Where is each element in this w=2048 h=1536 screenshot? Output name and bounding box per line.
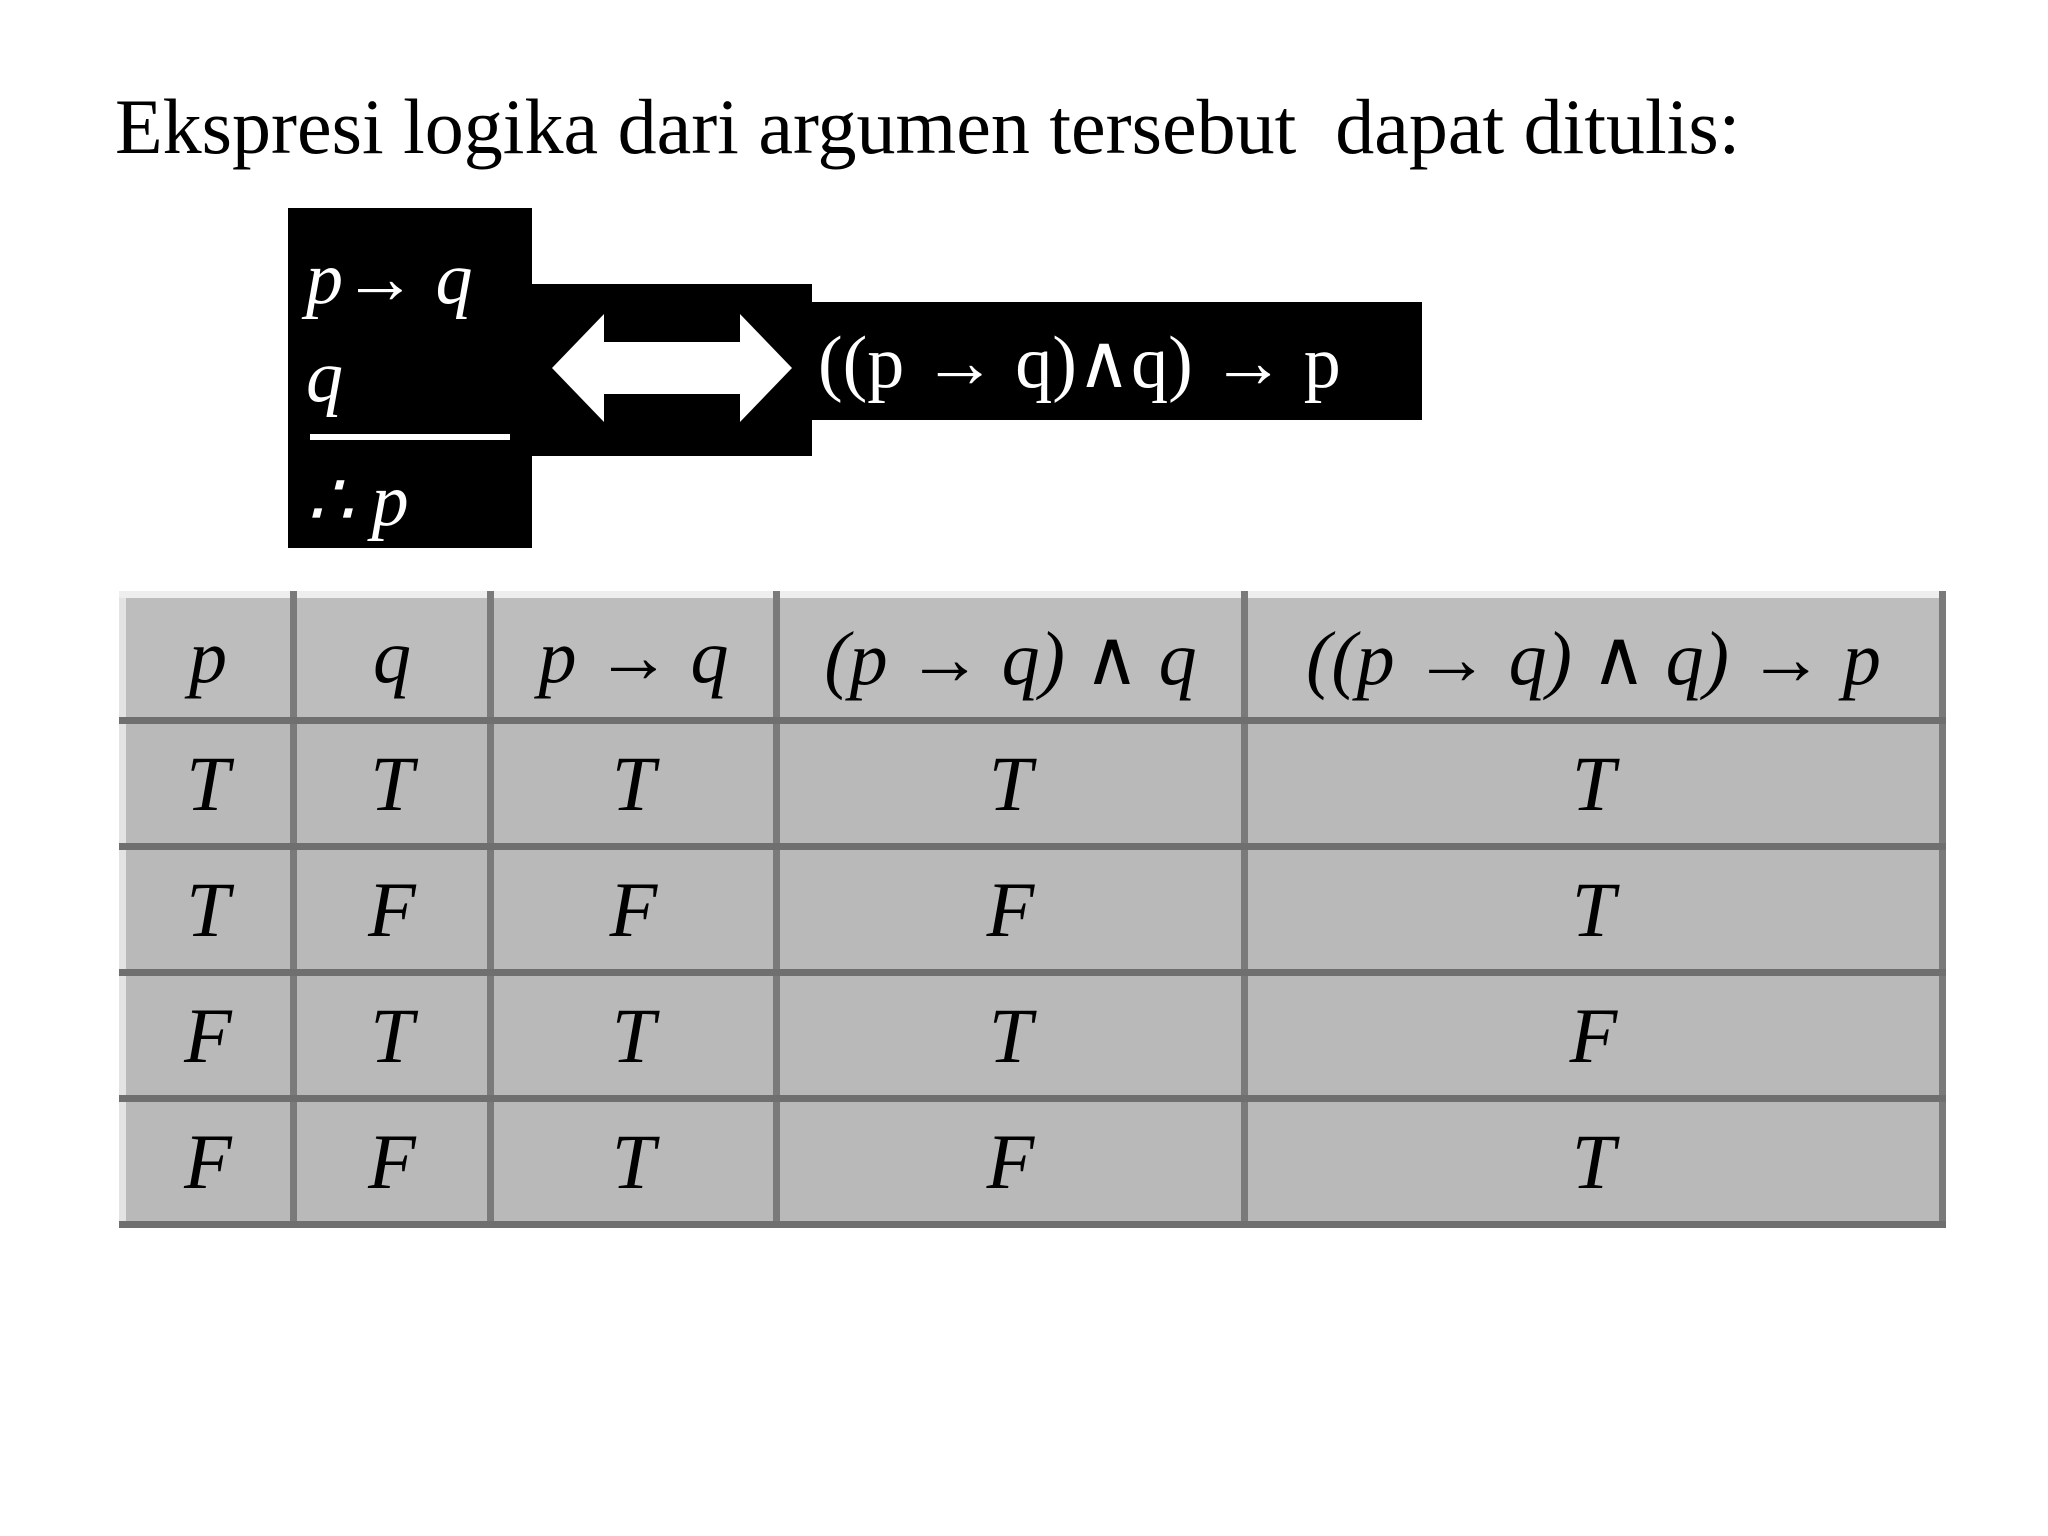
table-row: [123, 1099, 1943, 1225]
premise-2: q: [306, 336, 343, 418]
table-cell: T: [1245, 847, 1943, 973]
table-row: [123, 721, 1943, 847]
table-cell: T: [491, 1099, 777, 1225]
inference-rule-line: [310, 434, 510, 440]
table-cell: T: [294, 973, 491, 1099]
table-cell: T: [1245, 721, 1943, 847]
table-cell: T: [491, 973, 777, 1099]
truth-table: [119, 591, 1946, 1228]
slide-heading: Ekspresi logika dari argumen tersebut dapat ditulis:: [115, 83, 1741, 170]
table-cell: F: [777, 1099, 1245, 1225]
table-cell: F: [777, 847, 1245, 973]
conclusion: ∴ p: [306, 460, 409, 542]
header-q: q: [294, 595, 491, 721]
table-cell: T: [777, 973, 1245, 1099]
table-cell: F: [294, 847, 491, 973]
argument-box: [288, 208, 532, 548]
table-row: [123, 973, 1943, 1099]
table-cell: T: [123, 847, 294, 973]
table-cell: F: [294, 1099, 491, 1225]
table-cell: T: [294, 721, 491, 847]
double-arrow-icon: [552, 312, 792, 424]
table-cell: T: [491, 721, 777, 847]
header-implication-and-q: (p → q) ∧ q: [777, 595, 1245, 721]
table-row: [123, 847, 1943, 973]
equivalent-expression: ((p → q)∧q) → p: [818, 322, 1341, 404]
header-p-implies-q: p → q: [491, 595, 777, 721]
table-cell: T: [777, 721, 1245, 847]
equivalence-connector: [532, 284, 812, 456]
table-cell: F: [491, 847, 777, 973]
table-cell: F: [1245, 973, 1943, 1099]
table-cell: F: [123, 973, 294, 1099]
table-cell: T: [1245, 1099, 1943, 1225]
header-full-expression: ((p → q) ∧ q) → p: [1245, 595, 1943, 721]
header-p: p: [123, 595, 294, 721]
equivalent-expression-box: [812, 302, 1422, 420]
table-cell: T: [123, 721, 294, 847]
premise-1: p→ q: [306, 238, 473, 320]
table-cell: F: [123, 1099, 294, 1225]
table-header-row: [123, 595, 1943, 721]
